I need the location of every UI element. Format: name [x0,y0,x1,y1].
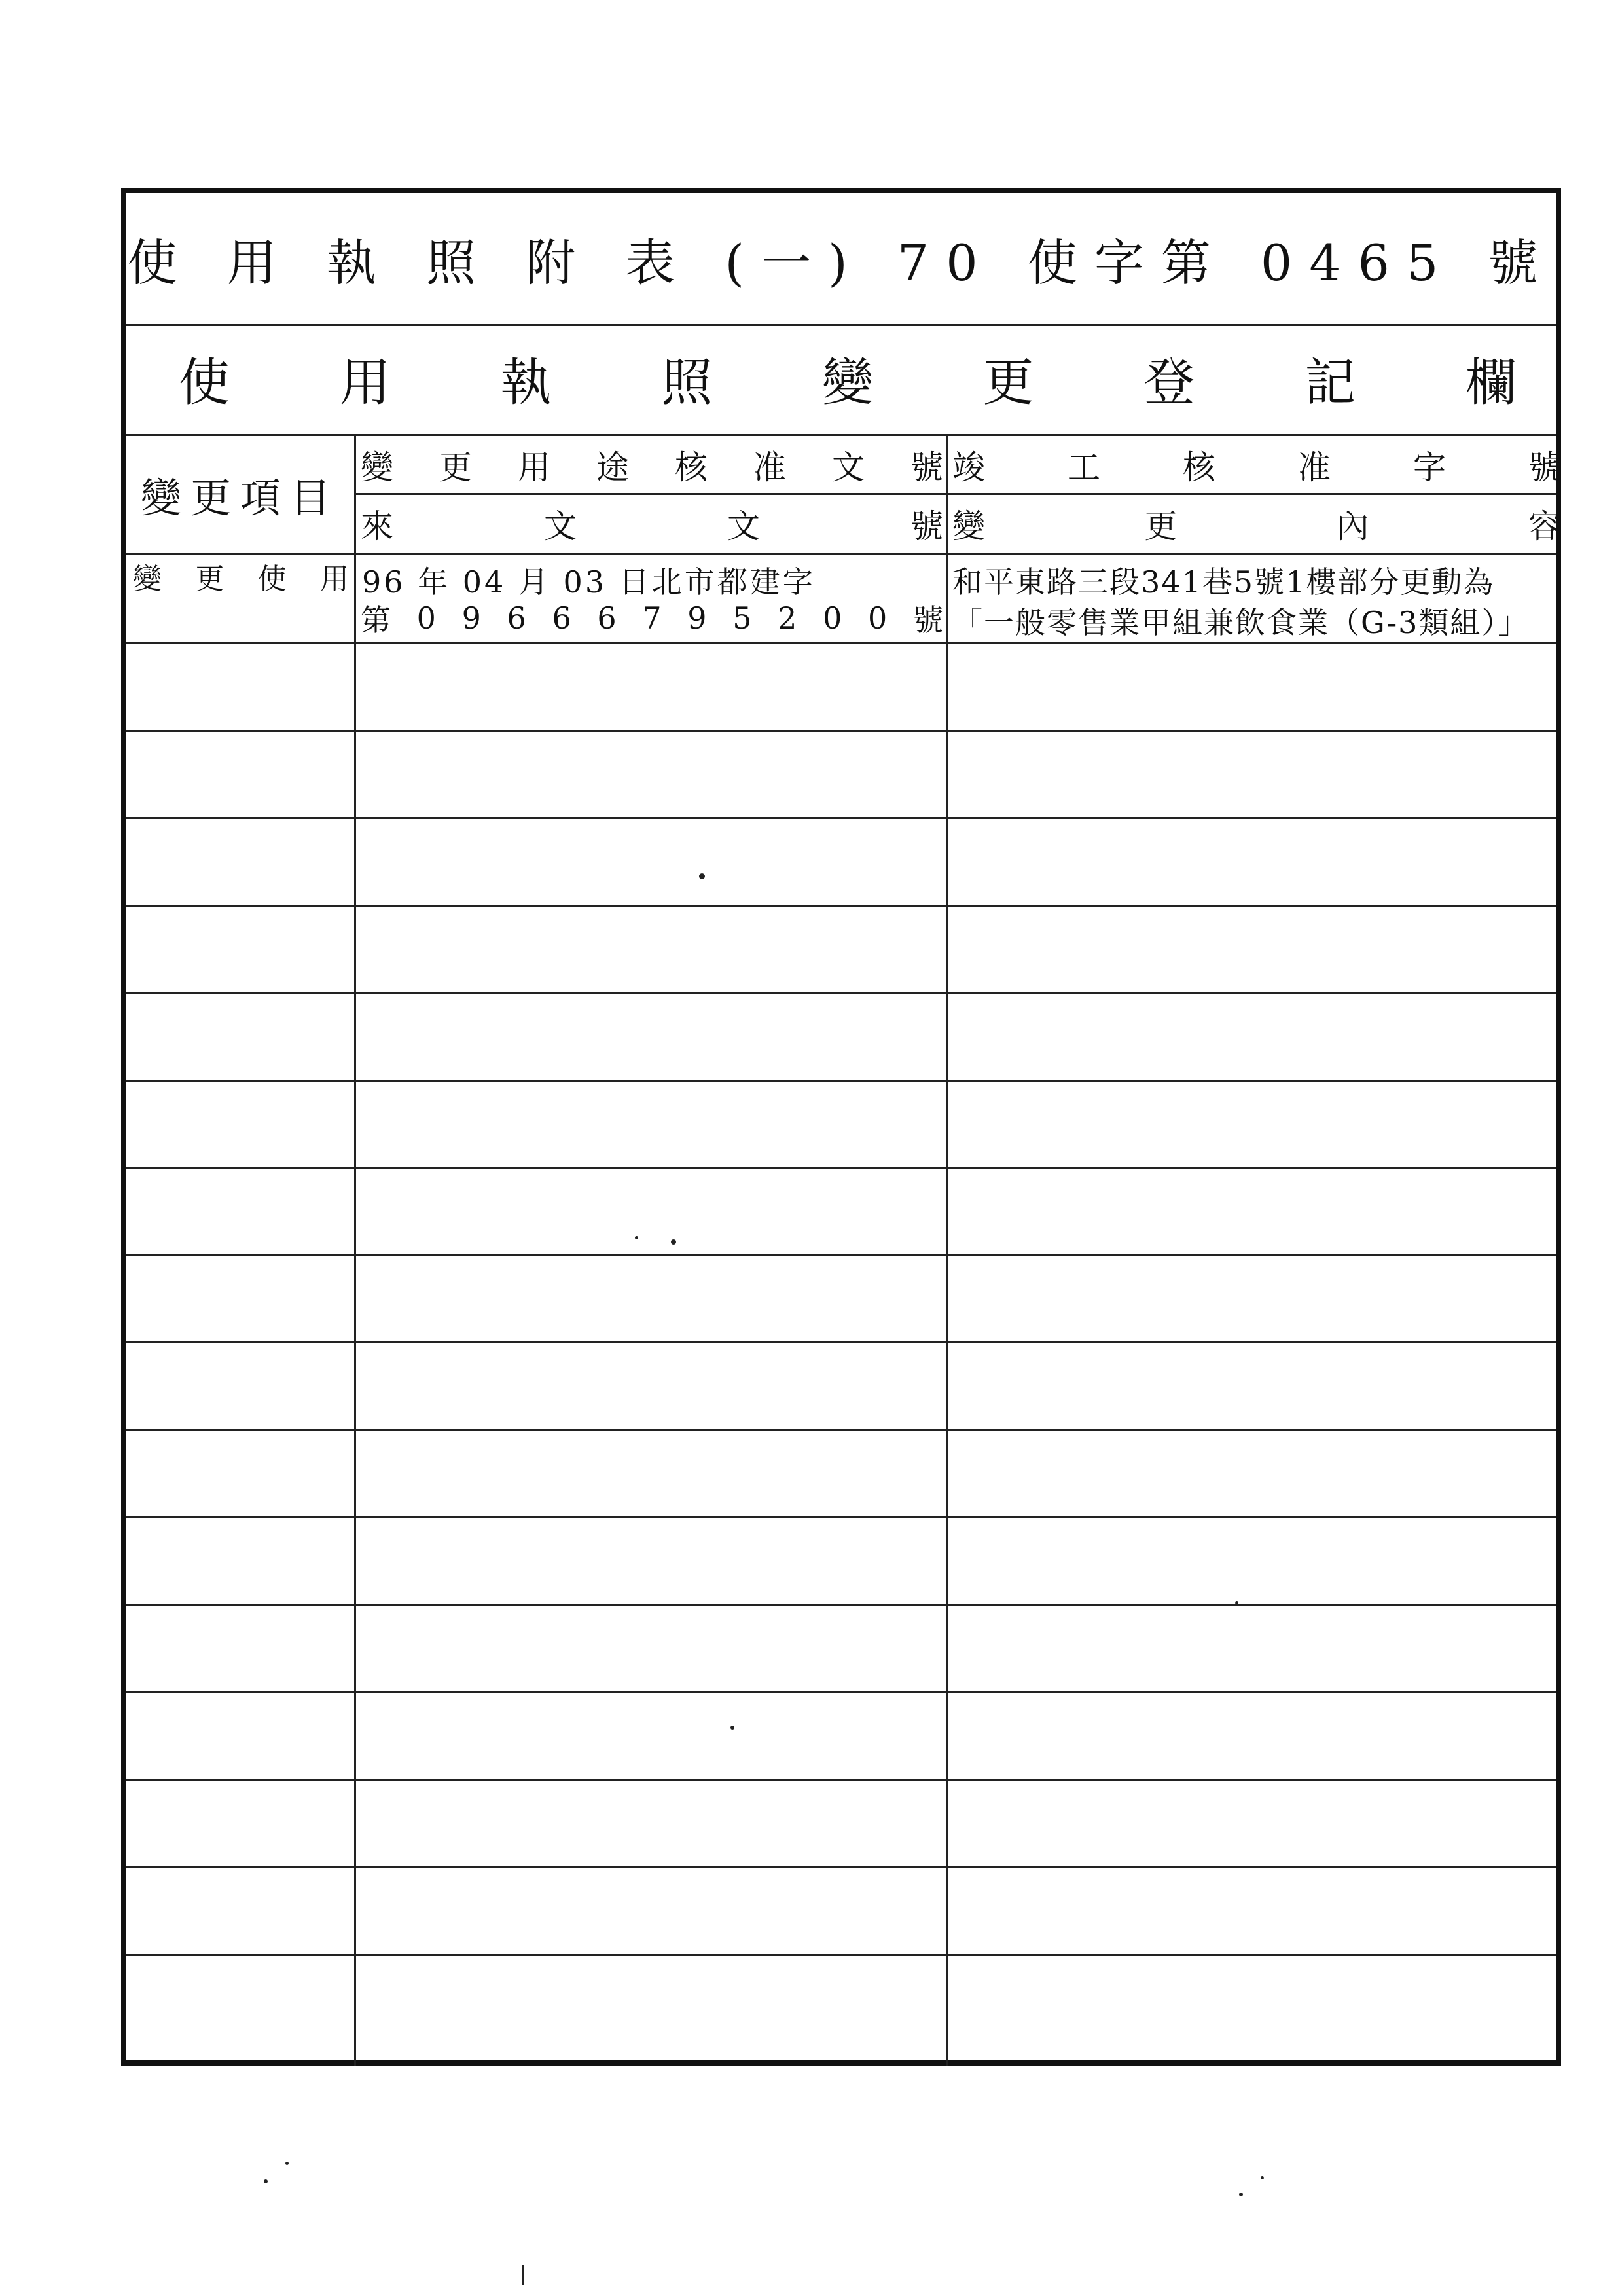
empty-row-line [126,1779,1556,1781]
glyph: 第 [361,602,391,638]
glyph: 2 [778,600,797,636]
glyph: 來 [361,507,393,545]
glyph: 照 [661,354,713,412]
empty-row-line [126,1866,1556,1868]
scan-speck [671,1239,676,1245]
glyph: 變 [821,354,873,412]
glyph: 容 [1528,507,1561,545]
column-divider [354,434,356,2066]
scan-speck [1261,2176,1264,2179]
empty-row-line [126,1691,1556,1693]
glyph: 內 [1336,507,1369,545]
empty-row-line [126,1954,1556,1956]
scan-speck [635,1236,638,1239]
glyph: 執 [500,354,552,412]
glyph: 6 [597,600,617,636]
glyph: 號 [910,507,943,545]
glyph: 竣 [952,448,985,486]
glyph: 變 [952,507,985,545]
glyph: 號 [910,448,943,486]
form-subtitle [179,326,1517,431]
glyph: 更 [195,562,225,596]
entry-content-line1: 和平東路三段341巷5號1樓部分更動為 [952,564,1495,600]
glyph: 用 [319,562,349,596]
empty-row-line [126,1254,1556,1256]
glyph: 變 [133,562,162,596]
glyph: 號 [1528,448,1561,486]
glyph: 0 [823,600,842,636]
glyph: 記 [1304,354,1356,412]
glyph: 0 [416,600,436,636]
glyph: 使 [257,562,287,596]
glyph: 6 [507,600,526,636]
empty-row-line [126,1429,1556,1431]
empty-row-line [126,817,1556,819]
scan-speck [730,1726,734,1730]
entry-content-line2: 「一般零售業甲組兼飲食業（G-3類組）」 [952,605,1530,640]
empty-row-line [126,905,1556,907]
header-approval-doc-no [361,437,943,493]
glyph: 0 [868,600,888,636]
glyph: 准 [1298,448,1331,486]
glyph: 文 [727,507,760,545]
entry-doc-line1: 96 年 04 月 03 日北市都建字 [362,564,816,600]
glyph: 6 [552,600,571,636]
scan-speck [264,2179,268,2183]
column-divider [946,434,948,2066]
glyph: 使 [179,354,230,412]
entry-change-item [133,557,349,595]
glyph: 欄 [1465,354,1517,412]
scan-speck [1235,1601,1238,1605]
empty-row-line [126,1167,1556,1169]
divider [126,642,1556,644]
glyph: 文 [832,448,865,486]
glyph: 核 [675,448,708,486]
glyph: 核 [1183,448,1215,486]
divider [355,493,1556,495]
glyph: 7 [642,600,662,636]
glyph: 登 [1143,354,1195,412]
glyph: 9 [687,600,707,636]
empty-row-line [126,1080,1556,1082]
entry-doc-line2 [361,599,943,637]
glyph: 字 [1413,448,1446,486]
header-change-item: 變更項目 [140,473,340,522]
glyph: 更 [1144,507,1178,545]
glyph: 更 [439,448,472,486]
glyph: 用 [339,354,391,412]
glyph: 更 [982,354,1034,412]
form-title: 使 用 執 照 附 表 (一) 70 使字第 0465 號 [127,233,1555,292]
glyph: 用 [518,448,550,486]
glyph: 途 [596,448,629,486]
glyph: 工 [1068,448,1100,486]
glyph: 5 [732,600,752,636]
empty-row-line [126,1341,1556,1343]
empty-row-line [126,730,1556,732]
glyph: 准 [753,448,786,486]
empty-row-line [126,992,1556,994]
header-completion-approval-no [952,437,1561,493]
usage-permit-form [121,188,1561,2066]
empty-row-line [126,1604,1556,1606]
glyph: 9 [461,600,481,636]
header-change-content [952,496,1561,552]
scan-speck [699,873,705,879]
glyph: 號 [912,602,943,638]
glyph: 變 [361,448,393,486]
scan-speck [522,2265,524,2285]
scan-speck [1239,2193,1243,2196]
empty-row-line [126,1516,1556,1518]
scan-speck [285,2162,289,2165]
glyph: 文 [544,507,577,545]
header-incoming-doc-no [361,496,943,552]
